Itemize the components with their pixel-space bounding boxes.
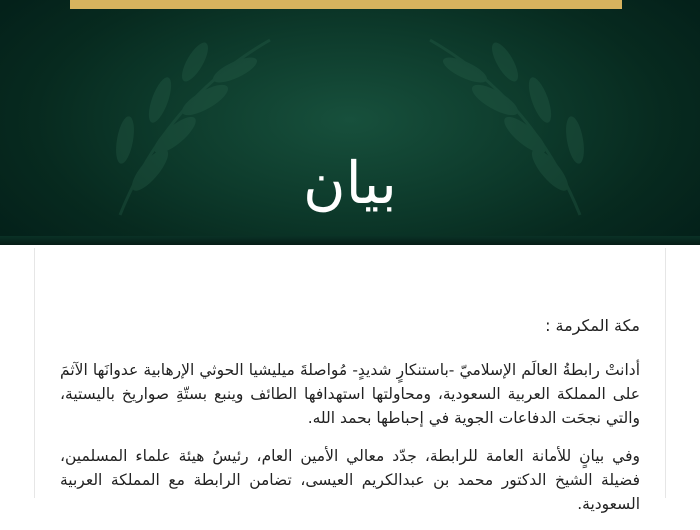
header-banner — [0, 0, 700, 244]
page-title: بيان — [303, 149, 397, 217]
header-divider — [0, 236, 700, 245]
paragraph: وفي بيانٍ للأمانة العامة للرابطة، جدّد معالي الأمين العام، رئيسُ هيئة علماء المسلمين، فضيلة الشيخ الدكتور محمد بن عبدالكريم العيسى، تضامن الرابطة مع المملكة العربية السعودية. — [60, 447, 640, 513]
statement-body — [60, 314, 640, 530]
gold-top-bar — [70, 0, 622, 9]
paragraph: أدانتْ رابطةُ العالَم الإسلاميّ -باستنكارٍ شديدٍ- مُواصلةَ ميليشيا الحوثي الإرهابية عدوانَها الآثمَ على المملكة العربية السعودية، ومحاولتها استهدافها الطائف وينبع بستّةِ صواريخ باليستية، والتي نجحَت الدفاعات الجوية في إحباطها بحمد الله. — [60, 361, 640, 427]
dateline: مكة المكرمة : — [545, 316, 640, 335]
